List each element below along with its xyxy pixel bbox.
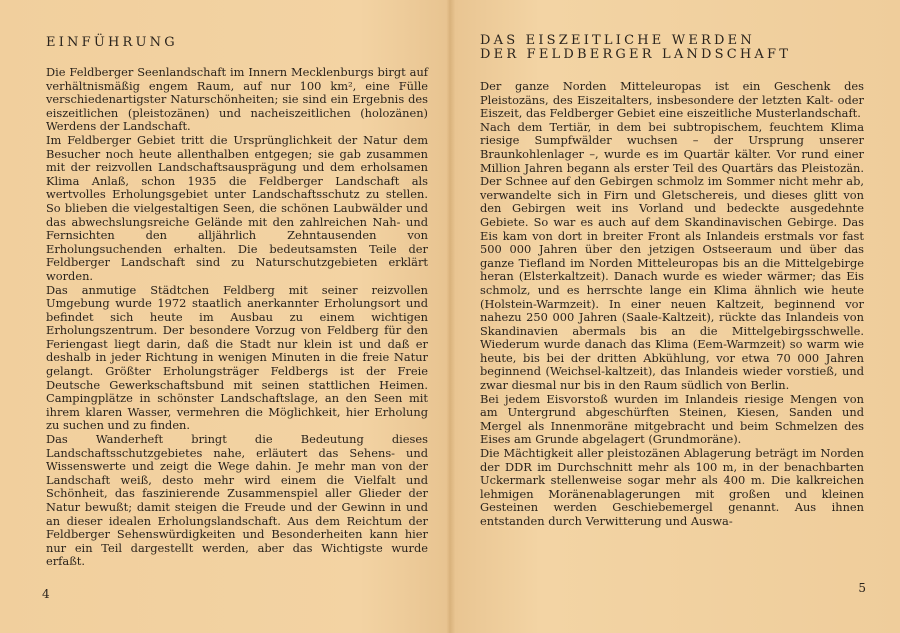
right-heading-line-2: DER FELDBERGER LANDSCHAFT <box>480 47 792 62</box>
left-page-number: 4 <box>42 587 50 601</box>
right-paragraph-1: Der ganze Norden Mitteleuropas ist ein Geschenk des Pleistozäns, des Eiszeitalters, insbesondere der letzten Kalt- oder Eiszeit, das Feldberger Gebiet eine eiszeitliche Musterlandschaft. <box>480 79 864 121</box>
right-heading <box>480 34 864 62</box>
right-paragraph-3: Bei jedem Eisvorstoß wurden im Inlandeis riesige Mengen von am Untergrund abgeschürften Steinen, Kiesen, Sanden und Mergel als Innenmoräne mitgebracht und beim Schmelzen des Eises am Grunde abgelagert (Grundmoräne). <box>480 391 864 447</box>
right-paragraph-2: Nach dem Tertiär, in dem bei subtropischem, feuchtem Klima riesige Sumpfwälder wuchsen – der Ursprung unserer Braunkohlenlager –, wurde es im Quartär kälter. Vor rund einer Million Jahren begann als erster Teil des Quartärs das Pleistozän. Der Schnee auf den Gebirgen schmolz im Sommer nicht mehr ab, verwandelte sich in Firn und Gletschereis, und dieses glitt von den Gebirgen weit ins Vorland und bedeckte ausgedehnte Gebiete. So war es auch auf dem Skandinavischen Gebirge. Das Eis kam von dort in breiter Front als Inlandeis erstmals vor fast 500 000 Jahren über den jetzigen Ostseeraum und über das ganze Tiefland im Norden Mitteleuropas bis an die Mittelgebirge heran (Elsterkaltzeit). Danach wurde es wieder wärmer; das Eis schmolz, und es herrschte lange ein Klima ähnlich wie heute (Holstein-Warmzeit). In einer neuen Kaltzeit, beginnend vor nahezu 250 000 Jahren (Saale-Kaltzeit), rückte das Inlandeis von Skandinavien abermals bis an die Mittelgebirgsschwelle. Wiederum wurde danach das Klima (Eem-Warmzeit) so warm wie heute, bis bei der dritten Abkühlung, vor etwa 70 000 Jahren beginnend (Weichsel-kaltzeit), das Inlandeis wieder vorstieß, und zwar diesmal nur bis in den Raum südlich von Berlin. <box>480 119 864 393</box>
right-paragraph-4: Die Mächtigkeit aller pleistozänen Ablagerung beträgt im Norden der DDR im Durchschnitt mehr als 100 m, in der benachbarten Uckermark stellenweise sogar mehr als 400 m. Die kalkreichen lehmigen Moränenablagerungen mit großen und kleinen Gesteinen werden Geschiebemergel genannt. Aus ihnen entstanden durch Verwitterung und Auswa- <box>480 446 864 528</box>
right-page <box>450 0 900 633</box>
right-page-number: 5 <box>858 581 866 595</box>
left-paragraph-1: Die Feldberger Seenlandschaft im Innern Mecklenburgs birgt auf verhältnismäßig engem Raum, auf nur 100 km², eine Fülle verschiedenartigster Naturschönheiten; sie sind ein Ergebnis des eiszeitlichen (pleistozänen) und nacheiszeitlichen (holozänen) Werdens der Landschaft. <box>46 65 428 134</box>
left-body <box>46 66 428 569</box>
left-paragraph-2: Im Feldberger Gebiet tritt die Ursprünglichkeit der Natur dem Besucher noch heute allenthalben entgegen; sie gab zusammen mit der reizvollen Landschaftsausprägung und dem erholsamen Klima Anlaß, schon 1935 die Feldberger Landschaft als wertvolles Erholungsgebiet unter Landschaftsschutz zu stellen. So blieben die vielgestaltigen Seen, die schönen Laubwälder und das abwechslungsreiche Gelände mit den zahlreichen Nah- und Fernsichten den alljährlich Zehntausenden von Erholungsuchenden erhalten. Die bedeutsamsten Teile der Feldberger Landschaft sind zu Naturschutzgebieten erklärt worden. <box>46 132 428 283</box>
left-heading: EINFÜHRUNG <box>46 35 178 50</box>
left-paragraph-4: Das Wanderheft bringt die Bedeutung dieses Landschaftsschutzgebietes nahe, erläutert das Sehens- und Wissenswerte und zeigt die Wege dahin. Je mehr man von der Landschaft weiß, desto mehr wird einem die Vielfalt und Schönheit, das faszinierende Zusammenspiel aller Glieder der Natur bewußt; damit steigen die Freude und der Gewinn in und an dieser idealen Erholungslandschaft. Aus dem Reichtum der Feldberger Sehenswürdigkeiten und Besonderheiten kann hier nur ein Teil dargestellt werden, aber das Wichtigste wurde erfaßt. <box>46 432 428 569</box>
right-heading-line-1: DAS EISZEITLICHE WERDEN <box>480 33 755 48</box>
right-body <box>480 80 864 529</box>
left-paragraph-3: Das anmutige Städtchen Feldberg mit seiner reizvollen Umgebung wurde 1972 staatlich anerkannter Erholungsort und befindet sich heute im Ausbau zu einem wichtigen Erholungszentrum. Der besondere Vorzug von Feldberg für den Feriengast liegt darin, daß die Stadt nur klein ist und daß er deshalb in jeder Richtung in wenigen Minuten in die freie Natur gelangt. Größter Erholungsträger Feldbergs ist der Freie Deutsche Gewerkschaftsbund mit seinen stattlichen Heimen. Campingplätze in schönster Landschaftslage, an den Seen mit ihrem klaren Wasser, vermehren die Möglichkeit, hier Erholung zu suchen und zu finden. <box>46 282 428 433</box>
